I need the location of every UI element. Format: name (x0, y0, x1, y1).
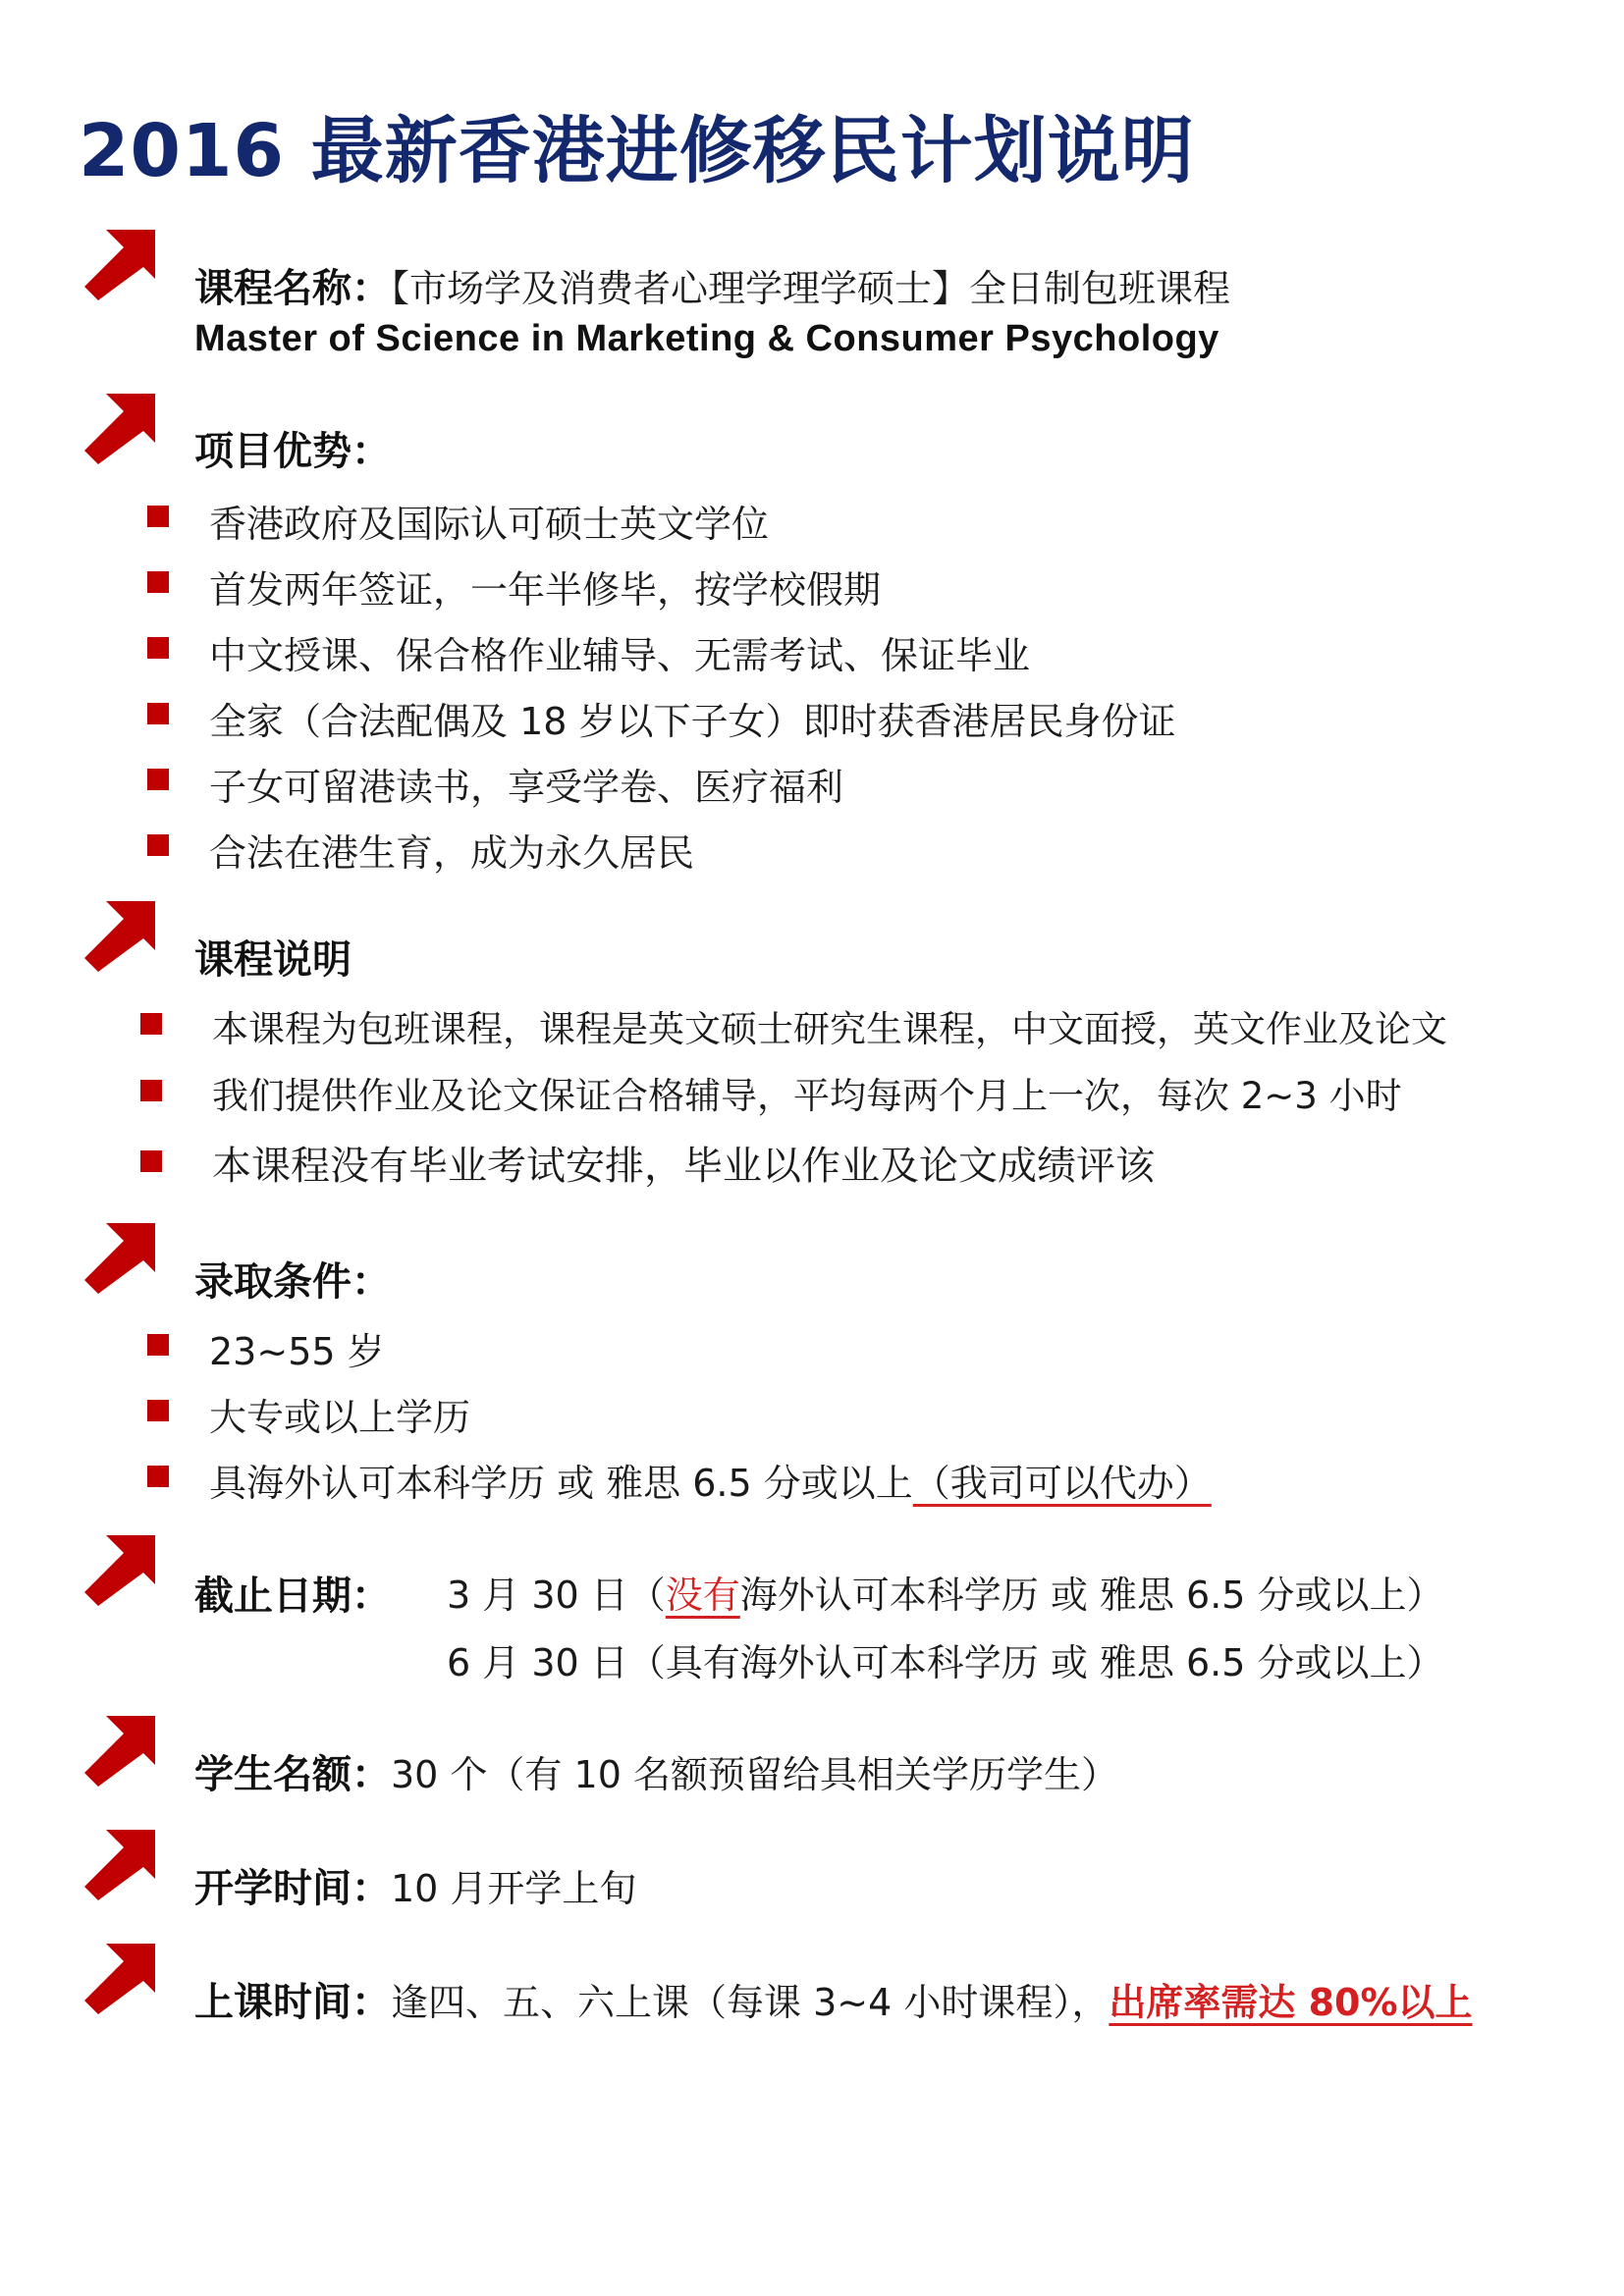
advantage-item: 全家（合法配偶及 18 岁以下子女）即时获香港居民身份证 (209, 700, 1176, 743)
arrow-up-right-icon (81, 1824, 159, 1902)
course-value: 【市场学及消费者心理学理学硕士】全日制包班课程 (391, 267, 1231, 310)
admission-item: 大专或以上学历 (209, 1396, 471, 1439)
deadline-label: 截止日期： (194, 1574, 391, 1619)
course-label: 课程名称： (194, 266, 391, 311)
deadline-line-1 (447, 1565, 1444, 1619)
quota-value: 30 个（有 10 名额预留给具相关学历学生） (391, 1753, 1118, 1796)
square-bullet-icon (140, 1080, 162, 1101)
square-bullet-icon (147, 834, 169, 856)
course-english-name: Master of Science in Marketing & Consumer Psychology (194, 318, 1219, 359)
square-bullet-icon (147, 1466, 169, 1487)
square-bullet-icon (147, 571, 169, 593)
advantage-item: 中文授课、保合格作业辅导、无需考试、保证毕业 (209, 634, 1031, 677)
admission-item (209, 1453, 1212, 1507)
arrow-up-right-icon (81, 895, 159, 974)
quota-line (194, 1743, 1118, 1799)
square-bullet-icon (140, 1150, 162, 1172)
arrow-up-right-icon (81, 1938, 159, 2016)
description-item: 本课程为包班课程，课程是英文硕士研究生课程，中文面授，英文作业及论文 (212, 1008, 1447, 1050)
advantage-item: 合法在港生育，成为永久居民 (209, 831, 695, 875)
quota-label: 学生名额： (194, 1752, 391, 1797)
schedule-label: 上课时间： (194, 1980, 391, 2025)
deadline-line-1-red: 没有 (665, 1574, 740, 1617)
deadline-line-2: 6 月 30 日（具有海外认可本科学历 或 雅思 6.5 分或以上） (447, 1641, 1444, 1684)
deadline-line-1-prefix: 3 月 30 日（ (447, 1574, 666, 1617)
advantages-label: 项目优势： (194, 429, 391, 474)
admission-item-main: 具海外认可本科学历 或 雅思 6.5 分或以上 (209, 1462, 913, 1505)
square-bullet-icon (147, 637, 169, 659)
description-item: 本课程没有毕业考试安排，毕业以作业及论文成绩评该 (212, 1144, 1155, 1189)
course-line (194, 257, 1230, 313)
square-bullet-icon (147, 506, 169, 527)
advantage-item: 香港政府及国际认可硕士英文学位 (209, 503, 770, 546)
square-bullet-icon (147, 1400, 169, 1421)
start-value: 10 月开学上旬 (391, 1867, 637, 1910)
admission-item: 23~55 岁 (209, 1330, 385, 1373)
page-title: 2016 最新香港进修移民计划说明 (79, 109, 1195, 193)
advantage-item: 子女可留港读书，享受学卷、医疗福利 (209, 766, 844, 809)
arrow-up-right-icon (81, 1710, 159, 1789)
start-line (194, 1857, 636, 1913)
arrow-up-right-icon (81, 1217, 159, 1296)
description-item: 我们提供作业及论文保证合格辅导，平均每两个月上一次，每次 2~3 小时 (212, 1075, 1402, 1117)
deadline-line-1-suffix: 海外认可本科学历 或 雅思 6.5 分或以上） (739, 1574, 1444, 1617)
arrow-up-right-icon (81, 224, 159, 302)
schedule-line (194, 1971, 1473, 2027)
admission-label: 录取条件： (194, 1259, 391, 1305)
square-bullet-icon (140, 1013, 162, 1035)
square-bullet-icon (147, 769, 169, 790)
admission-item-note: （我司可以代办） (912, 1462, 1212, 1505)
start-label: 开学时间： (194, 1866, 391, 1911)
arrow-up-right-icon (81, 388, 159, 466)
advantage-item: 首发两年签证，一年半修毕，按学校假期 (209, 568, 882, 612)
square-bullet-icon (147, 703, 169, 724)
square-bullet-icon (147, 1334, 169, 1356)
arrow-up-right-icon (81, 1529, 159, 1608)
description-label: 课程说明 (194, 937, 352, 983)
attendance-requirement: 出席率需达 80%以上 (1109, 1981, 1473, 2024)
schedule-value: 逢四、五、六上课（每课 3~4 小时课程）， (391, 1981, 1110, 2024)
